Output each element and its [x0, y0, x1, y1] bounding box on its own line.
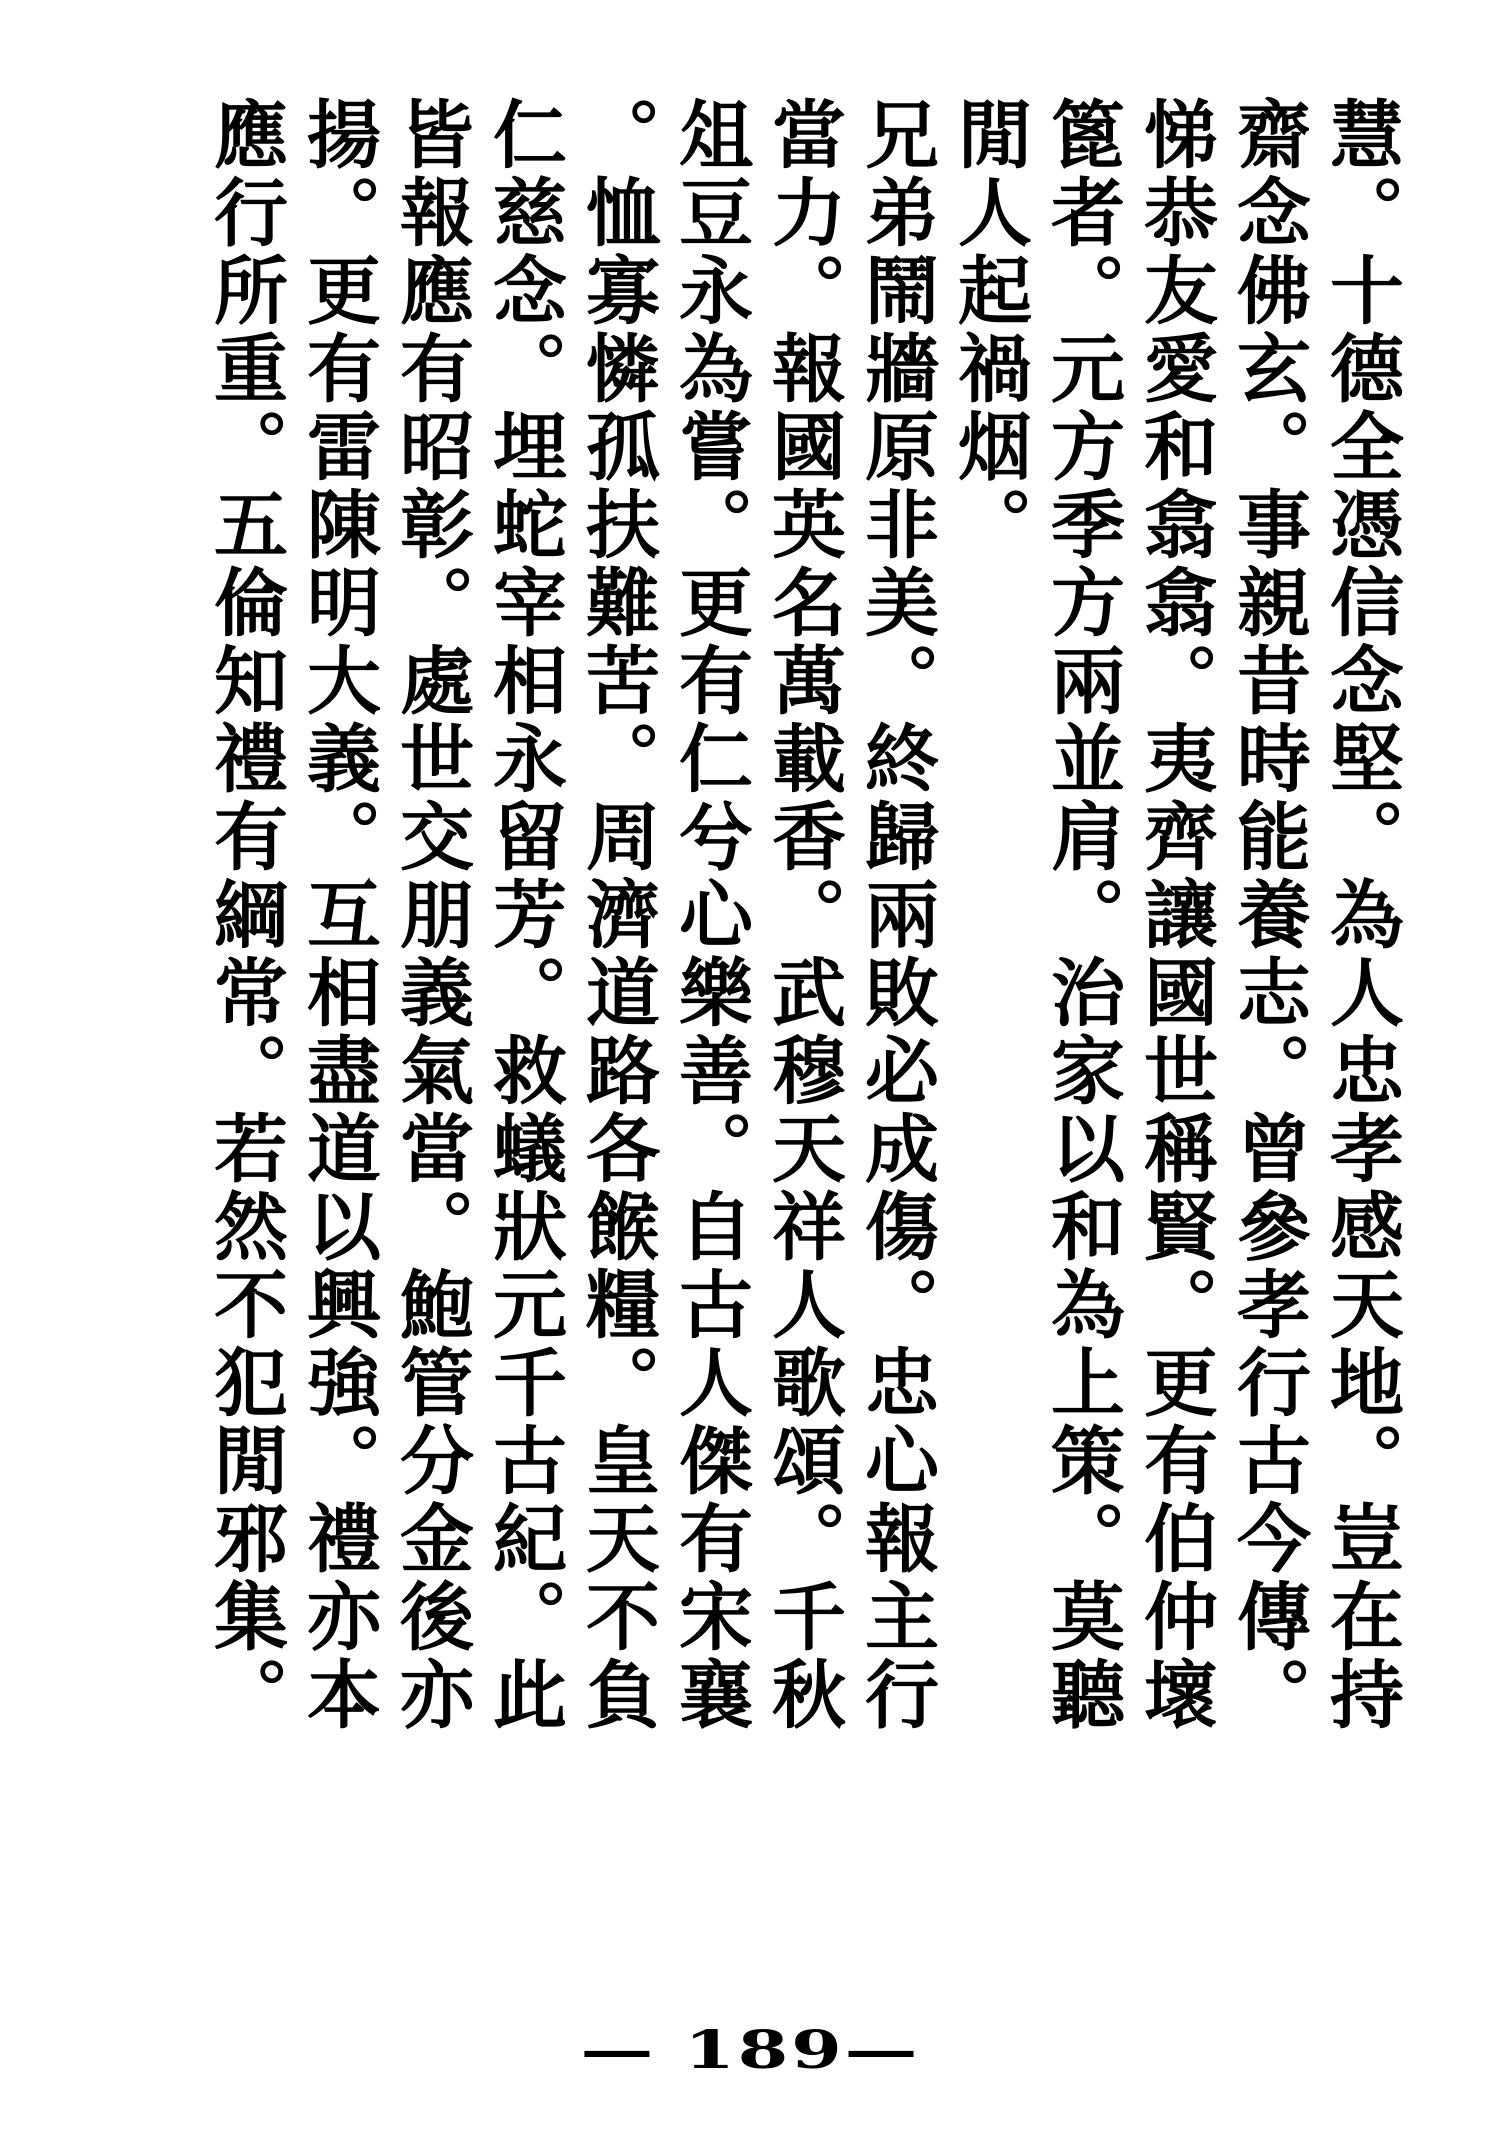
- page-number-text: — 189—: [580, 2020, 920, 2081]
- text-column: 閒人起禍烟。: [946, 96, 1032, 564]
- text-column: 齋念佛玄。事親昔時能養志。曾參孝行古今傳。: [1225, 96, 1311, 1734]
- vertical-text-body: [108, 96, 1404, 1986]
- text-column: 應行所重。五倫知禮有綱常。若然不犯閒邪集。: [202, 96, 288, 1734]
- page-number: [0, 2020, 1500, 2081]
- text-column: 兄弟鬧牆原非美。終歸兩敗必成傷。忠心報主行: [853, 96, 939, 1734]
- text-column: 悌恭友愛和翕翕。夷齊讓國世稱賢。更有伯仲壞: [1132, 96, 1218, 1734]
- text-column: 俎豆永為嘗。更有仁兮心樂善。自古人傑有宋襄: [667, 96, 753, 1734]
- text-column: 篦者。元方季方兩並肩。治家以和為上策。莫聽: [1039, 96, 1125, 1734]
- text-column: 揚。更有雷陳明大義。互相盡道以興強。禮亦本: [295, 96, 381, 1734]
- text-column: 仁慈念。埋蛇宰相永留芳。救蟻狀元千古紀。此: [481, 96, 567, 1734]
- text-column: 慧。十德全憑信念堅。為人忠孝感天地。豈在持: [1318, 96, 1404, 1734]
- text-column: 皆報應有昭彰。處世交朋義氣當。鮑管分金後亦: [388, 96, 474, 1734]
- text-column: 當力。報國英名萬載香。武穆天祥人歌頌。千秋: [760, 96, 846, 1734]
- text-column: 。恤寡憐孤扶難苦。周濟道路各餱糧。皇天不負: [574, 96, 660, 1734]
